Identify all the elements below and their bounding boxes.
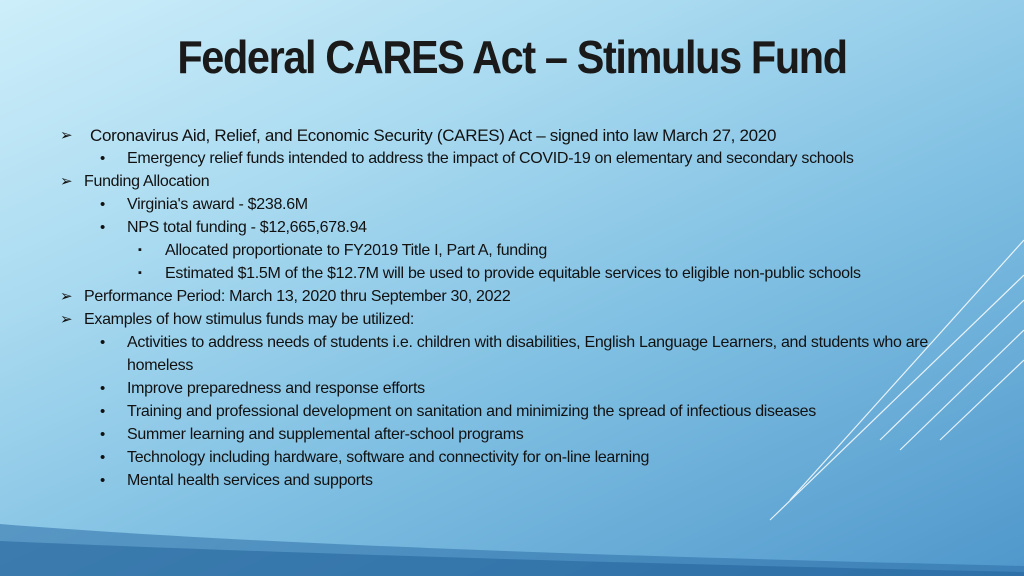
bullet-item-level-2 (60, 377, 960, 400)
bullet-item-level-2 (60, 216, 960, 239)
arrow-bullet-icon: ➢ (60, 173, 73, 190)
arrow-bullet-icon: ➢ (60, 311, 73, 328)
round-bullet-icon: • (100, 334, 105, 351)
round-bullet-icon: • (100, 196, 105, 213)
bullet-item-level-1 (60, 170, 960, 193)
bullet-text: Examples of how stimulus funds may be utilized: (84, 311, 415, 328)
round-bullet-icon: • (100, 380, 105, 397)
bullet-text: Virginia's award - $238.6M (127, 196, 308, 213)
bullet-text: Estimated $1.5M of the $12.7M will be used to provide equitable services to eligible non-public schools (165, 265, 861, 282)
bullet-text: Summer learning and supplemental after-school programs (127, 426, 524, 443)
bullet-text: Funding Allocation (84, 173, 210, 190)
bullet-text: Allocated proportionate to FY2019 Title I, Part A, funding (165, 242, 547, 259)
square-bullet-icon: ▪ (138, 244, 142, 256)
bullet-text: Performance Period: March 13, 2020 thru September 30, 2022 (84, 288, 511, 305)
round-bullet-icon: • (100, 449, 105, 466)
bullet-item-level-3 (60, 262, 960, 285)
bullet-item-level-2 (60, 469, 960, 492)
bullet-item-level-2 (60, 193, 960, 216)
bullet-text: Training and professional development on sanitation and minimizing the spread of infectious diseases (127, 403, 816, 420)
bullet-text: NPS total funding - $12,665,678.94 (127, 219, 367, 236)
bullet-text: Emergency relief funds intended to address the impact of COVID-19 on elementary and secondary schools (127, 150, 854, 167)
bullet-item-level-1 (60, 124, 960, 147)
bullet-item-level-2 (60, 446, 960, 469)
round-bullet-icon: • (100, 219, 105, 236)
bullet-item-level-3 (60, 239, 960, 262)
bullet-item-level-1 (60, 308, 960, 331)
bullet-item-level-2 (60, 400, 960, 423)
bullet-list (60, 124, 960, 492)
bullet-item-level-2 (60, 147, 960, 170)
bullet-item-level-2 (60, 423, 960, 446)
round-bullet-icon: • (100, 426, 105, 443)
round-bullet-icon: • (100, 150, 105, 167)
arrow-bullet-icon: ➢ (60, 127, 73, 144)
bullet-text: Coronavirus Aid, Relief, and Economic Security (CARES) Act – signed into law March 27, 2020 (90, 126, 777, 145)
bullet-item-level-1 (60, 285, 960, 308)
square-bullet-icon: ▪ (138, 267, 142, 279)
round-bullet-icon: • (100, 403, 105, 420)
round-bullet-icon: • (100, 472, 105, 489)
arrow-bullet-icon: ➢ (60, 288, 73, 305)
bullet-text: Activities to address needs of students i.e. children with disabilities, English Language Learners, and students who are homeless (127, 334, 928, 374)
bullet-text: Technology including hardware, software and connectivity for on-line learning (127, 449, 650, 466)
bullet-text: Mental health services and supports (127, 472, 373, 489)
slide-title: Federal CARES Act – Stimulus Fund (177, 31, 847, 83)
bullet-text: Improve preparedness and response efforts (127, 380, 425, 397)
bullet-item-level-2 (60, 331, 962, 377)
